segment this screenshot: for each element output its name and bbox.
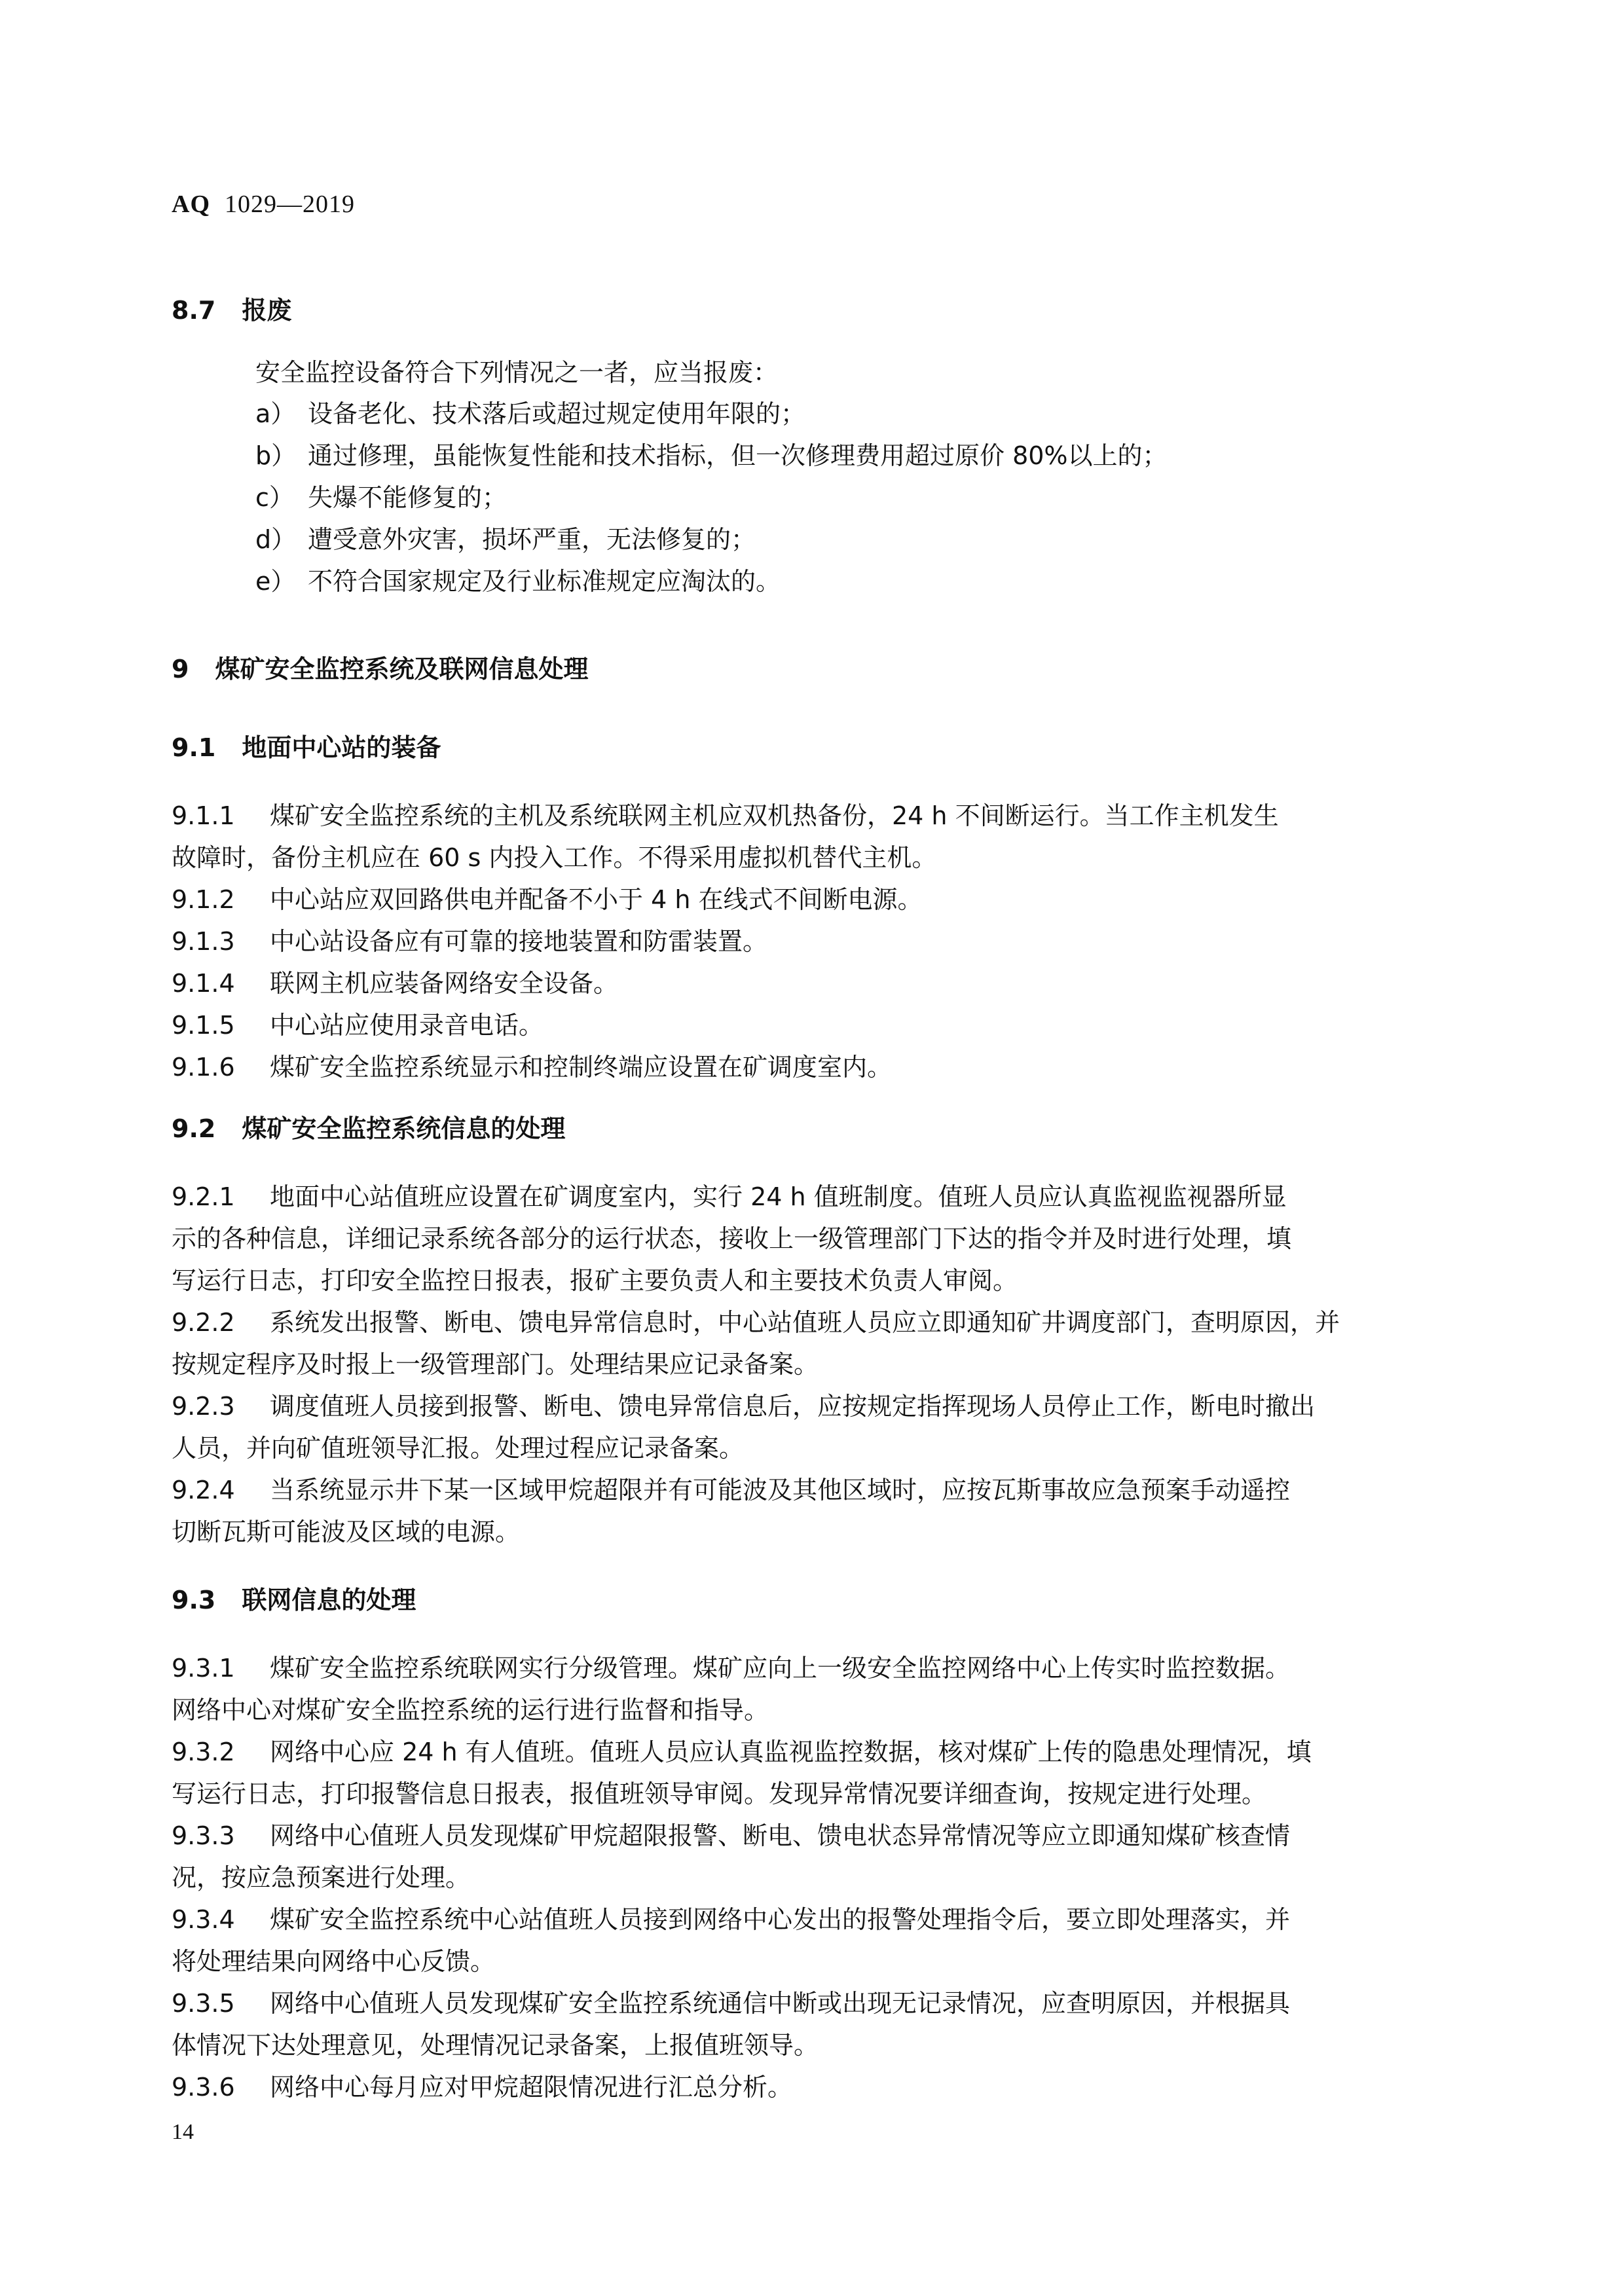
clause-number: 9.3.1	[172, 1654, 235, 1683]
clause-continuation: 体情况下达处理意见，处理情况记录备案，上报值班领导。	[172, 2031, 819, 2060]
section-title: 报废	[242, 296, 292, 325]
list-item	[255, 566, 781, 597]
clause-number: 9.3.6	[172, 2073, 235, 2102]
chapter-number: 9	[172, 655, 189, 683]
list-item	[255, 398, 805, 429]
section-title: 煤矿安全监控系统信息的处理	[242, 1114, 566, 1143]
clause-9-2-3	[172, 1391, 1315, 1422]
list-text: 通过修理，虽能恢复性能和技术指标，但一次修理费用超过原价 80%以上的；	[308, 441, 1168, 470]
chapter-heading-9	[172, 653, 588, 685]
list-label: a）	[255, 399, 296, 428]
list-text: 遭受意外灾害，损坏严重，无法修复的；	[308, 525, 756, 554]
clause-9-3-4	[172, 1904, 1290, 1935]
clause-text: 煤矿安全监控系统的主机及系统联网主机应双机热备份，24 h 不间断运行。当工作主机发生	[270, 801, 1279, 830]
standard-number: 1029—2019	[225, 191, 355, 218]
clause-9-1-4	[172, 968, 618, 999]
list-label: d）	[255, 525, 297, 554]
clause-9-2-2	[172, 1307, 1340, 1338]
clause-text: 联网主机应装备网络安全设备。	[270, 969, 619, 998]
clause-9-2-1	[172, 1181, 1287, 1212]
clause-9-3-1	[172, 1652, 1290, 1684]
clause-9-1-5	[172, 1010, 544, 1041]
clause-9-1-1	[172, 800, 1279, 831]
clause-text: 网络中心每月应对甲烷超限情况进行汇总分析。	[270, 2073, 793, 2102]
clause-text: 系统发出报警、断电、馈电异常信息时，中心站值班人员应立即通知矿井调度部门，查明原因，并	[270, 1308, 1340, 1337]
clause-number: 9.1.2	[172, 885, 235, 914]
clause-9-1-2	[172, 884, 923, 915]
list-text: 不符合国家规定及行业标准规定应淘汰的。	[308, 567, 781, 596]
section-title: 地面中心站的装备	[242, 733, 441, 762]
clause-number: 9.3.4	[172, 1905, 235, 1934]
clause-text: 煤矿安全监控系统中心站值班人员接到网络中心发出的报警处理指令后，要立即处理落实，并	[270, 1905, 1291, 1934]
section-heading-9-2	[172, 1113, 565, 1144]
list-label: e）	[255, 567, 296, 596]
clause-text: 网络中心值班人员发现煤矿甲烷超限报警、断电、馈电状态异常情况等应立即通知煤矿核查情	[270, 1821, 1291, 1850]
paragraph-intro: 安全监控设备符合下列情况之一者，应当报废：	[255, 358, 779, 387]
clause-9-3-6	[172, 2071, 792, 2103]
section-number: 9.2	[172, 1114, 216, 1143]
section-title: 联网信息的处理	[242, 1586, 416, 1614]
clause-text: 调度值班人员接到报警、断电、馈电异常信息后，应按规定指挥现场人员停止工作，断电时撤出	[270, 1392, 1316, 1421]
clause-continuation: 人员，并向矿值班领导汇报。处理过程应记录备案。	[172, 1434, 745, 1463]
clause-number: 9.2.2	[172, 1308, 235, 1337]
clause-9-1-3	[172, 926, 767, 957]
clause-continuation: 况，按应急预案进行处理。	[172, 1863, 471, 1892]
section-number: 9.1	[172, 733, 216, 762]
clause-text: 中心站应使用录音电话。	[270, 1011, 544, 1040]
page-number: 14	[172, 2120, 194, 2144]
clause-continuation: 按规定程序及时报上一级管理部门。处理结果应记录备案。	[172, 1350, 819, 1379]
section-number: 9.3	[172, 1586, 216, 1614]
clause-number: 9.1.6	[172, 1053, 235, 1082]
clause-number: 9.2.3	[172, 1392, 235, 1421]
section-number: 8.7	[172, 296, 216, 325]
clause-continuation: 将处理结果向网络中心反馈。	[172, 1947, 496, 1976]
list-text: 失爆不能修复的；	[308, 483, 507, 512]
clause-continuation: 切断瓦斯可能波及区域的电源。	[172, 1518, 521, 1546]
clause-number: 9.2.1	[172, 1182, 235, 1211]
clause-number: 9.1.1	[172, 801, 235, 830]
clause-number: 9.1.3	[172, 927, 235, 956]
clause-text: 中心站应双回路供电并配备不小于 4 h 在线式不间断电源。	[270, 885, 923, 914]
section-heading-9-3	[172, 1584, 416, 1616]
section-heading-8-7	[172, 295, 291, 326]
clause-number: 9.1.5	[172, 1011, 235, 1040]
clause-text: 中心站设备应有可靠的接地装置和防雷装置。	[270, 927, 768, 956]
clause-text: 煤矿安全监控系统联网实行分级管理。煤矿应向上一级安全监控网络中心上传实时监控数据。	[270, 1654, 1291, 1683]
clause-number: 9.3.2	[172, 1738, 235, 1766]
clause-9-2-4	[172, 1474, 1290, 1506]
standard-code-header	[172, 190, 355, 219]
clause-9-3-2	[172, 1736, 1312, 1768]
clause-number: 9.3.5	[172, 1989, 235, 2018]
clause-9-3-5	[172, 1988, 1290, 2019]
clause-text: 煤矿安全监控系统显示和控制终端应设置在矿调度室内。	[270, 1053, 893, 1082]
clause-text: 地面中心站值班应设置在矿调度室内，实行 24 h 值班制度。值班人员应认真监视监视器所显	[270, 1182, 1287, 1211]
clause-number: 9.3.3	[172, 1821, 235, 1850]
clause-9-3-3	[172, 1820, 1290, 1851]
clause-text: 网络中心应 24 h 有人值班。值班人员应认真监视监控数据，核对煤矿上传的隐患处理情况，填	[270, 1738, 1312, 1766]
clause-number: 9.2.4	[172, 1476, 235, 1504]
clause-text: 当系统显示井下某一区域甲烷超限并有可能波及其他区域时，应按瓦斯事故应急预案手动遥控	[270, 1476, 1291, 1504]
standard-prefix: AQ	[172, 191, 210, 218]
clause-continuation: 故障时，备份主机应在 60 s 内投入工作。不得采用虚拟机替代主机。	[172, 843, 937, 872]
list-item	[255, 482, 507, 513]
list-label: c）	[255, 483, 294, 512]
list-item	[255, 440, 1168, 471]
clause-continuation: 写运行日志，打印安全监控日报表，报矿主要负责人和主要技术负责人审阅。	[172, 1266, 1018, 1295]
clause-continuation: 网络中心对煤矿安全监控系统的运行进行监督和指导。	[172, 1696, 769, 1724]
clause-continuation: 写运行日志，打印报警信息日报表，报值班领导审阅。发现异常情况要详细查询，按规定进行处理。	[172, 1779, 1267, 1808]
chapter-title: 煤矿安全监控系统及联网信息处理	[215, 655, 589, 683]
list-label: b）	[255, 441, 297, 470]
list-item	[255, 524, 756, 555]
clause-number: 9.1.4	[172, 969, 235, 998]
clause-continuation: 示的各种信息，详细记录系统各部分的运行状态，接收上一级管理部门下达的指令并及时进行处理，填	[172, 1224, 1292, 1253]
list-text: 设备老化、技术落后或超过规定使用年限的；	[308, 399, 806, 428]
clause-9-1-6	[172, 1051, 892, 1083]
section-heading-9-1	[172, 732, 441, 763]
clause-text: 网络中心值班人员发现煤矿安全监控系统通信中断或出现无记录情况，应查明原因，并根据具	[270, 1989, 1291, 2018]
